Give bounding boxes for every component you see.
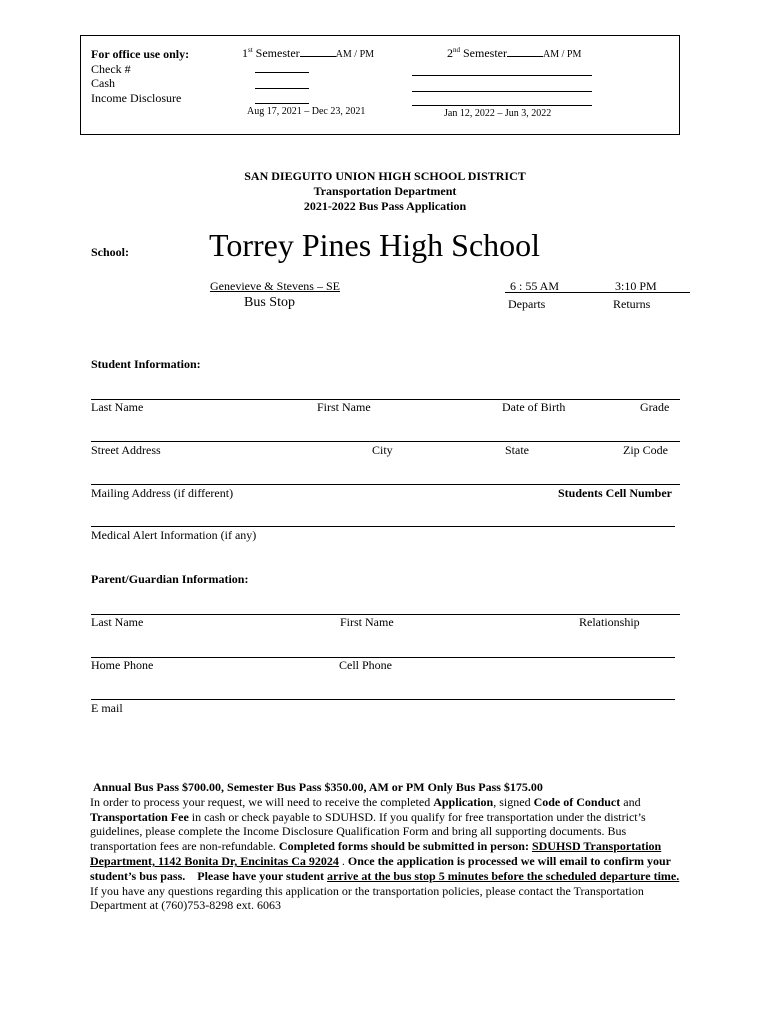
application-term: Application <box>433 794 494 809</box>
parent-cell-phone-label: Cell Phone <box>339 658 392 672</box>
semester-1-number: 1 <box>242 46 248 60</box>
office-use-list <box>91 47 189 105</box>
text-segment: . <box>338 853 348 868</box>
contact-info: If you have any questions regarding this application or the transportation policies, please contact the Transportation Department at (760)753-8298 ext. 6063 <box>90 883 644 913</box>
text-segment: In order to process your request, we will need to receive the completed <box>90 794 434 809</box>
student-info-heading: Student Information: <box>91 357 201 371</box>
student-mailing-line[interactable] <box>91 484 680 485</box>
parent-home-phone-label: Home Phone <box>91 658 154 672</box>
student-state-label: State <box>505 443 529 457</box>
student-mailing-label: Mailing Address (if different) <box>91 486 234 500</box>
form-title: 2021-2022 Bus Pass Application <box>303 199 467 213</box>
semester-2-number: 2 <box>447 46 453 60</box>
student-cell-label: Students Cell Number <box>558 486 673 500</box>
student-address-line[interactable] <box>91 441 680 442</box>
bus-stop-value[interactable]: Genevieve & Stevens – SE <box>210 279 340 293</box>
fee-summary: Annual Bus Pass $700.00, Semester Bus Pass $350.00, AM or PM Only Bus Pass $175.00 <box>93 780 543 794</box>
text-segment <box>185 869 197 883</box>
semester-1-field <box>242 46 374 61</box>
student-last-name-label: Last Name <box>91 400 144 414</box>
times-underline <box>505 292 690 293</box>
office-use-title: For office use only: <box>91 47 190 61</box>
student-name-line[interactable] <box>91 399 680 400</box>
office-line[interactable] <box>255 72 309 73</box>
returns-value[interactable]: 3:10 PM <box>615 279 657 293</box>
student-grade-label: Grade <box>640 400 670 414</box>
semester-1-ampm: AM / PM <box>335 49 375 60</box>
text-segment: , signed <box>493 794 534 809</box>
district-name: SAN DIEGUITO UNION HIGH SCHOOL DISTRICT <box>244 169 526 183</box>
parent-email-line[interactable] <box>91 699 675 700</box>
semester-1-label: Semester <box>255 46 300 60</box>
parent-last-name-label: Last Name <box>91 615 144 629</box>
parent-first-name-label: First Name <box>340 615 394 629</box>
parent-email-label: E mail <box>91 701 123 715</box>
student-city-label: City <box>372 443 393 457</box>
student-medical-line[interactable] <box>91 526 675 527</box>
semester-1-dates: Aug 17, 2021 – Dec 23, 2021 <box>247 106 366 117</box>
text-segment: and <box>620 794 641 809</box>
student-zip-label: Zip Code <box>623 443 668 457</box>
student-first-name-label: First Name <box>317 400 371 414</box>
office-cash-label: Cash <box>91 76 115 90</box>
please-have-note: Please have your student <box>197 868 328 883</box>
semester-2-ampm: AM / PM <box>543 49 582 60</box>
code-of-conduct-term: Code of Conduct <box>533 794 621 809</box>
student-street-label: Street Address <box>91 443 161 457</box>
office-line[interactable] <box>255 88 309 89</box>
bus-pass-info <box>90 780 680 913</box>
semester-1-suffix: st <box>248 46 253 54</box>
parent-info-heading: Parent/Guardian Information: <box>91 572 249 586</box>
semester-2-field <box>447 46 581 61</box>
semester-2-dates: Jan 12, 2022 – Jun 3, 2022 <box>444 108 552 119</box>
instructions-paragraph <box>90 795 680 913</box>
semester-2-suffix: nd <box>453 46 460 54</box>
office-line[interactable] <box>412 105 592 106</box>
student-dob-label: Date of Birth <box>502 400 566 414</box>
office-line[interactable] <box>412 75 592 76</box>
semester-2-blank[interactable] <box>507 46 543 57</box>
transportation-fee-term: Transportation Fee <box>90 809 189 824</box>
semester-1-blank[interactable] <box>300 46 336 57</box>
processing-note: Once the application is processed we will email to confirm your student’s bus pass. <box>90 853 671 883</box>
completed-forms-note: Completed forms should be submitted in person: <box>278 839 532 854</box>
office-check-label: Check # <box>91 61 131 76</box>
bus-stop-label: Bus Stop <box>244 295 295 310</box>
semester-2-label: Semester <box>463 46 507 60</box>
office-line[interactable] <box>412 91 592 92</box>
student-medical-label: Medical Alert Information (if any) <box>91 528 257 542</box>
school-label: School: <box>91 245 130 259</box>
department-name: Transportation Department <box>313 184 457 198</box>
returns-label: Returns <box>613 297 651 311</box>
office-line[interactable] <box>255 103 309 104</box>
text-segment: in cash or check payable to SDUHSD. If you qualify for free transportation under the district’s guidelines, please complete the Income Disclosure Qualification Form and bring all supporting documents. Bus transportation fees are non-refundable. <box>90 809 646 854</box>
arrival-instruction: arrive at the bus stop 5 minutes before the scheduled departure time. <box>327 868 680 883</box>
school-name[interactable]: Torrey Pines High School <box>209 227 541 263</box>
office-address: SDUHSD Transportation Department, 1142 Bonita Dr, Encinitas Ca 92024 <box>90 839 662 868</box>
departs-label: Departs <box>508 297 546 311</box>
office-income-label: Income Disclosure <box>91 90 182 105</box>
departs-value[interactable]: 6 : 55 AM <box>510 279 560 293</box>
parent-relationship-label: Relationship <box>579 615 640 629</box>
